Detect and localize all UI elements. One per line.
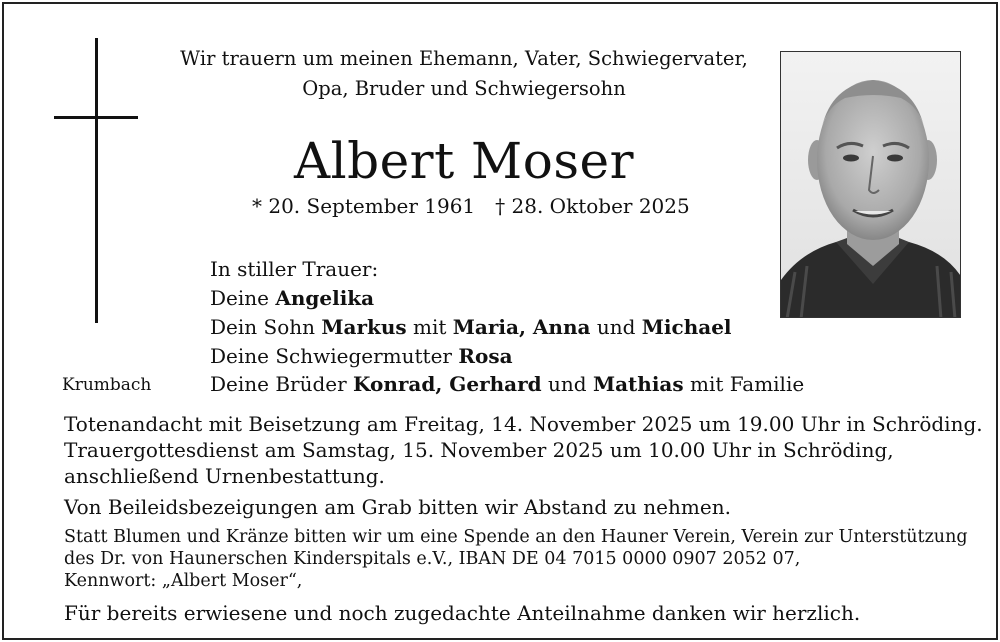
donation-line-2: des Dr. von Haunerschen Kinderspitals e.V., IBAN DE 04 7015 0000 0907 2052 07, bbox=[64, 549, 801, 569]
cross-icon-horizontal bbox=[54, 116, 138, 119]
portrait-photo bbox=[780, 51, 961, 318]
birth-date: * 20. September 1961 bbox=[252, 194, 476, 218]
mourners-heading: In stiller Trauer: bbox=[210, 257, 379, 281]
intro-line-2: Opa, Bruder und Schwiegersohn bbox=[302, 77, 626, 100]
donation-line-1: Statt Blumen und Kränze bitten wir um eine Spende an den Hauner Verein, Verein zur Unterstützung bbox=[64, 527, 968, 547]
donation-line-3: Kennwort: „Albert Moser“, bbox=[64, 571, 303, 591]
obituary-notice bbox=[2, 2, 998, 640]
mourner-mother-in-law: Deine Schwiegermutter Rosa bbox=[210, 344, 513, 368]
mourner-wife: Deine Angelika bbox=[210, 286, 375, 310]
mourner-brothers: Deine Brüder Konrad, Gerhard und Mathias mit Familie bbox=[210, 372, 805, 396]
thanks-line: Für bereits erwiesene und noch zugedachte Anteilnahme danken wir herzlich. bbox=[64, 601, 861, 625]
death-date: † 28. Oktober 2025 bbox=[495, 194, 690, 218]
service-line-1: Totenandacht mit Beisetzung am Freitag, 14. November 2025 um 19.00 Uhr in Schröding. bbox=[64, 412, 983, 436]
life-dates bbox=[252, 192, 690, 220]
condolences-note: Von Beileidsbezeigungen am Grab bitten wir Abstand zu nehmen. bbox=[64, 495, 731, 519]
place-name: Krumbach bbox=[62, 375, 152, 395]
intro-line-1: Wir trauern um meinen Ehemann, Vater, Schwiegervater, bbox=[180, 47, 748, 70]
service-line-2: Trauergottesdienst am Samstag, 15. November 2025 um 10.00 Uhr in Schröding, bbox=[64, 438, 894, 462]
service-line-3: anschließend Urnenbestattung. bbox=[64, 464, 385, 488]
mourner-son: Dein Sohn Markus mit Maria, Anna und Michael bbox=[210, 315, 732, 339]
deceased-name: Albert Moser bbox=[293, 132, 635, 190]
